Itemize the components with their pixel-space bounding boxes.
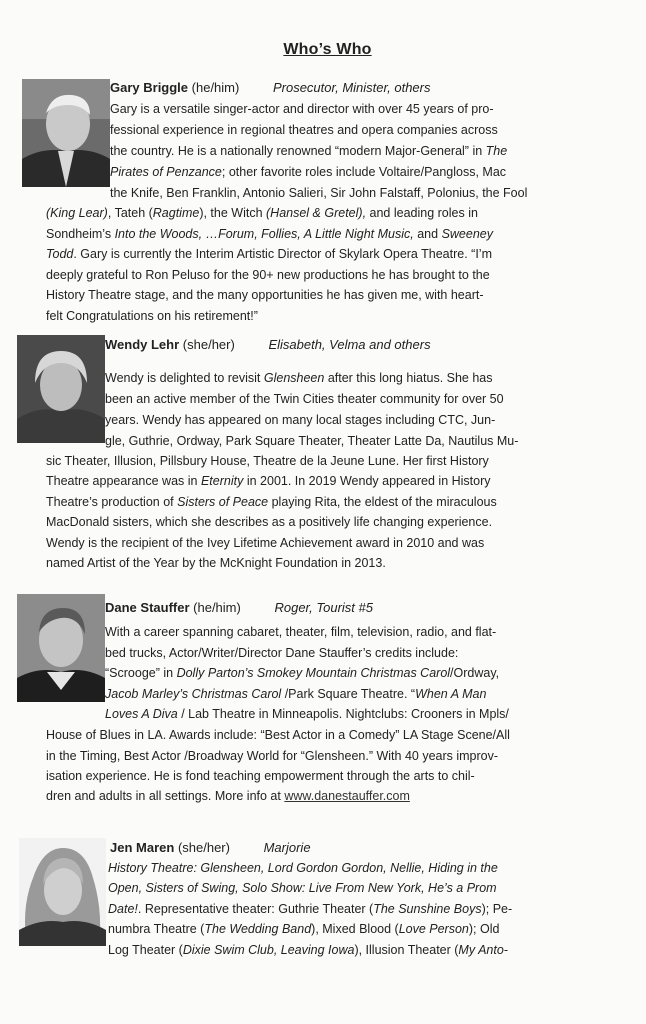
text-segment: The	[485, 144, 508, 158]
headshot-photo	[17, 594, 105, 702]
pronouns: (she/her)	[182, 337, 235, 352]
text-segment: My Anto-	[458, 943, 508, 957]
text-segment: named Artist of the Year by the McKnight Foundation in 2013.	[46, 556, 386, 570]
pronouns: (he/him)	[191, 80, 240, 95]
text-segment: Wendy is delighted to revisit	[105, 371, 264, 385]
text-segment: deeply grateful to Ron Peluso for the 90+ new productions he has brought to the	[46, 268, 490, 282]
bio-text-line	[110, 120, 498, 140]
text-segment: . Gary is currently the Interim Artistic Director of Skylark Opera Theatre. “I’m	[73, 247, 492, 261]
performer-name: Wendy Lehr	[105, 337, 180, 352]
bio-text-line	[46, 265, 490, 285]
text-segment: The Sunshine Boys	[373, 902, 482, 916]
bio-heading	[105, 337, 431, 352]
text-segment: ; other favorite roles include Voltaire/Pangloss, Mac	[221, 165, 507, 179]
headshot-photo	[17, 335, 105, 443]
bio-text-line	[46, 512, 492, 532]
text-segment: been an active member of the Twin Cities theater community for over 50	[105, 392, 504, 406]
text-segment: Theatre’s production of	[46, 495, 178, 509]
website-link[interactable]: www.danestauffer.com	[284, 789, 410, 803]
role-text: Marjorie	[263, 840, 311, 855]
bio-text-line	[110, 183, 527, 203]
text-segment: gle, Guthrie, Ordway, Park Square Theater, Theater Latte Da, Nautilus Mu-	[105, 434, 519, 448]
text-segment: Jacob Marley’s Christmas Carol	[105, 687, 282, 701]
text-segment: Dolly Parton’s Smokey Mountain Christmas Carol	[176, 666, 451, 680]
bio-text-line	[105, 684, 486, 704]
bio-text-line	[46, 492, 497, 512]
bio-text-line	[110, 99, 494, 119]
text-segment: Sweeney	[441, 227, 493, 241]
headshot-photo	[22, 79, 110, 187]
text-segment: MacDonald sisters, which she describes as a positively life changing experience.	[46, 515, 493, 529]
text-segment: (Hansel & Gretel),	[266, 206, 367, 220]
text-segment: in 2001. In 2019 Wendy appeared in History	[243, 474, 491, 488]
text-segment: felt Congratulations on his retirement!”	[46, 309, 258, 323]
text-segment: /Park Square Theatre. “	[281, 687, 416, 701]
bio-text-line	[108, 899, 512, 919]
performer-name: Jen Maren	[110, 840, 175, 855]
text-segment: the country. He is a nationally renowned “modern Major-General” in	[110, 144, 486, 158]
bio-text-line	[105, 663, 499, 683]
bio-text-line	[46, 224, 493, 244]
text-segment: (King Lear)	[46, 206, 108, 220]
bio-text-line	[105, 622, 496, 642]
text-segment: Ragtime	[152, 206, 200, 220]
bio-text-line	[46, 285, 484, 305]
text-segment: Loves A Diva	[105, 707, 178, 721]
text-segment: and leading roles in	[366, 206, 478, 220]
bio-heading	[110, 80, 430, 95]
text-segment: History Theatre stage, and the many opportunities he has given me, with heart-	[46, 288, 484, 302]
text-segment: Date!	[108, 902, 138, 916]
bio-text-line	[46, 725, 510, 745]
bio-text-line	[46, 533, 484, 553]
bio-text-line	[46, 306, 258, 326]
bio-text-line	[46, 746, 498, 766]
text-segment: Into the Woods, …Forum, Follies, A Little Night Music,	[114, 227, 414, 241]
text-segment: ), Mixed Blood (	[311, 922, 399, 936]
text-segment: Dixie Swim Club, Leaving Iowa	[182, 943, 355, 957]
text-segment: ), Illusion Theater (	[354, 943, 459, 957]
page-title: Who’s Who	[283, 41, 372, 58]
text-segment: the Knife, Ben Franklin, Antonio Salieri, Sir John Falstaff, Polonius, the Fool	[110, 186, 528, 200]
bio-text-line	[105, 410, 495, 430]
text-segment: and	[413, 227, 442, 241]
text-segment: History Theatre: Glensheen, Lord Gordon Gordon, Nellie, Hiding in the	[108, 861, 498, 875]
text-segment: “Scrooge” in	[105, 666, 177, 680]
bio-text-line	[46, 451, 489, 471]
bio-text-line	[105, 643, 458, 663]
bio-heading	[105, 600, 373, 615]
role-text: Elisabeth, Velma and others	[268, 337, 431, 352]
text-segment: Gary is a versatile singer-actor and director with over 45 years of pro-	[110, 102, 494, 116]
pronouns: (he/him)	[193, 600, 241, 615]
text-segment: ), the Witch	[199, 206, 267, 220]
bio-text-line	[46, 203, 478, 223]
text-segment: ); Old	[468, 922, 500, 936]
text-segment: Eternity	[200, 474, 244, 488]
headshot-photo	[19, 838, 106, 946]
text-segment: Wendy is the recipient of the Ivey Lifetime Achievement award in 2010 and was	[46, 536, 485, 550]
bio-text-line	[108, 878, 497, 898]
text-segment: bed trucks, Actor/Writer/Director Dane Stauffer’s credits include:	[105, 646, 459, 660]
text-segment: When A Man	[415, 687, 487, 701]
text-segment: playing Rita, the eldest of the miraculous	[268, 495, 497, 509]
bio-text-line	[105, 368, 493, 388]
bio-text-line	[46, 766, 475, 786]
text-segment: Sondheim’s	[46, 227, 115, 241]
text-segment: Theatre appearance was in	[46, 474, 201, 488]
role-text: Prosecutor, Minister, others	[272, 80, 431, 95]
text-segment: Todd	[46, 247, 74, 261]
bio-text-line	[110, 162, 506, 182]
bio-text-line	[108, 858, 498, 878]
text-segment: in the Timing, Best Actor /Broadway World for “Glensheen.” With 40 years improv-	[46, 749, 499, 763]
text-segment: after this long hiatus. She has	[324, 371, 493, 385]
bio-text-line	[46, 471, 491, 491]
text-segment: Sisters of Peace	[177, 495, 269, 509]
text-segment: Open, Sisters of Swing, Solo Show: Live From New York, He’s a Prom	[108, 881, 497, 895]
text-segment: The Wedding Band	[204, 922, 312, 936]
role-text: Roger, Tourist #5	[274, 600, 373, 615]
bio-text-line	[46, 786, 410, 806]
bio-text-line	[105, 389, 504, 409]
text-segment: . Representative theater: Guthrie Theater (	[137, 902, 374, 916]
performer-name: Dane Stauffer	[105, 600, 190, 615]
text-segment: House of Blues in LA. Awards include: “Best Actor in a Comedy” LA Stage Scene/All	[46, 728, 510, 742]
text-segment: dren and adults in all settings. More info at	[46, 789, 285, 803]
text-segment: Log Theater (	[108, 943, 183, 957]
bio-text-line	[110, 141, 507, 161]
text-segment: ); Pe-	[481, 902, 513, 916]
text-segment: , Tateh (	[107, 206, 153, 220]
text-segment: / Lab Theatre in Minneapolis. Nightclubs: Crooners in Mpls/	[177, 707, 509, 721]
text-segment: Love Person	[398, 922, 469, 936]
bio-text-line	[108, 919, 499, 939]
bio-text-line	[46, 553, 386, 573]
text-segment: Pirates of Penzance	[110, 165, 222, 179]
bio-text-line	[105, 431, 518, 451]
text-segment: sic Theater, Illusion, Pillsbury House, Theatre de la Jeune Lune. Her first History	[46, 454, 489, 468]
pronouns: (she/her)	[177, 840, 230, 855]
bio-text-line	[46, 244, 492, 264]
bio-text-line	[105, 704, 509, 724]
text-segment: /Ordway,	[450, 666, 500, 680]
text-segment: With a career spanning cabaret, theater, film, television, radio, and flat-	[105, 625, 497, 639]
performer-name: Gary Briggle	[110, 80, 189, 95]
text-segment: isation experience. He is fond teaching empowerment through the arts to chil-	[46, 769, 475, 783]
bio-text-line	[108, 940, 508, 960]
bio-heading	[110, 840, 311, 855]
text-segment: fessional experience in regional theatres and opera companies across	[110, 123, 498, 137]
text-segment: years. Wendy has appeared on many local stages including CTC, Jun-	[105, 413, 496, 427]
text-segment: Glensheen	[263, 371, 325, 385]
text-segment: numbra Theatre (	[108, 922, 205, 936]
